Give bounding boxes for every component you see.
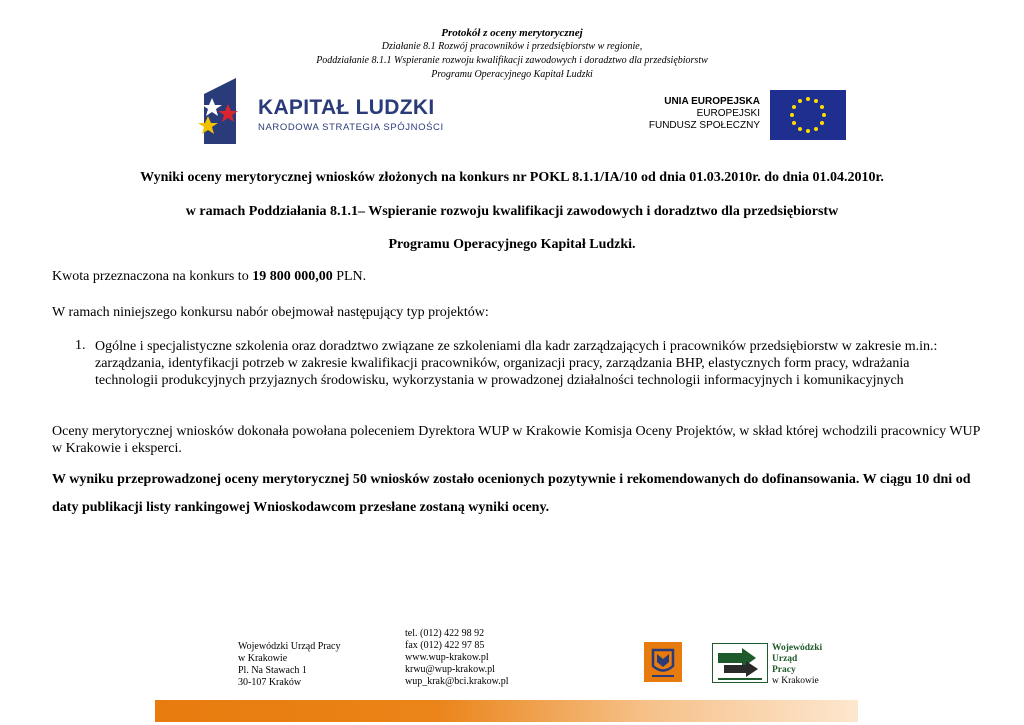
- footer-email-link-1[interactable]: krwu@wup-krakow.pl: [405, 664, 495, 675]
- footer-color-bar: [155, 700, 858, 722]
- eu-fund-label-2: FUNDUSZ SPOŁECZNY: [648, 120, 760, 131]
- header-programme-line: Programu Operacyjnego Kapitał Ludzki: [431, 69, 593, 80]
- footer-website-link[interactable]: www.wup-krakow.pl: [405, 652, 489, 663]
- amount-value: 19 800 000,00: [252, 269, 333, 284]
- document-header: [0, 26, 1024, 82]
- programme-title: Programu Operacyjnego Kapitał Ludzki.: [388, 237, 636, 252]
- eu-fund-label-1: EUROPEJSKI: [696, 108, 760, 119]
- commission-paragraph: Oceny merytorycznej wniosków dokonała powołana poleceniem Dyrektora WUP w Krakowie Komisja Oceny Projektów, w skład której wchodzili pracownicy WUP w Krakowie i eksperci.: [52, 424, 980, 456]
- footer-address: [238, 641, 341, 689]
- evaluation-result-paragraph: W wyniku przeprowadzonej oceny merytorycznej 50 wniosków zostało ocenionych pozytywnie i rekomendowanych do dofinansowania. W ciągu 10 dni od daty publikacji listy rankingowej Wnioskodawcom przesłane zostaną wyniki oceny.: [52, 472, 971, 515]
- header-subaction-line: Poddziałanie 8.1.1 Wspieranie rozwoju kwalifikacji zawodowych i doradztwo dla przedsiębiorstw: [316, 55, 708, 66]
- footer-contact: [405, 628, 509, 688]
- eu-logo-text: [630, 96, 760, 132]
- amount-suffix: PLN.: [332, 269, 367, 284]
- list-item: Ogólne i specjalistyczne szkolenia oraz doradztwo związane ze szkoleniami dla kadr zarządzających i pracowników przedsiębiorstw w zakresie m.in.: zarządzania, identyfikacji potrzeb w zakresie kwalifikacji pracowników, organizacji pracy, zarządzania BHP, elastycznych form pracy, wdrażania technologii produkcyjnych przyjaznych środowisku, wykorzystania w prowadzonej działalności technologii informacyjnych i komunikacyjnych: [95, 339, 938, 388]
- eu-flag-icon: [770, 90, 846, 140]
- kapital-ludzki-name: KAPITAŁ LUDZKI: [258, 96, 435, 119]
- list-item-number: 1.: [75, 338, 86, 353]
- footer-phone: tel. (012) 422 98 92: [405, 628, 485, 639]
- subaction-title: w ramach Poddziałania 8.1.1– Wspieranie rozwoju kwalifikacji zawodowych i doradztwo dla przedsiębiorstw: [185, 204, 839, 219]
- wup-name-line-1: Wojewódzki: [772, 643, 823, 653]
- footer-fax: fax (012) 422 97 85: [405, 640, 485, 651]
- footer-office-name: Wojewódzki Urząd Pracy: [238, 641, 341, 652]
- amount-paragraph: [52, 268, 982, 285]
- footer-street: Pl. Na Stawach 1: [238, 665, 307, 676]
- results-title: Wyniki oceny merytorycznej wniosków złożonych na konkurs nr POKL 8.1.1/IA/10 od dnia 01.03.2010r. do dnia 01.04.2010r.: [140, 170, 884, 185]
- wup-name-line-2: Urząd: [772, 654, 798, 664]
- eu-union-label: UNIA EUROPEJSKA: [664, 96, 760, 107]
- wup-logo: [712, 643, 768, 688]
- wup-name-line-4: w Krakowie: [772, 676, 819, 686]
- kapital-ludzki-emblem-icon: [198, 78, 242, 144]
- footer-office-city: w Krakowie: [238, 653, 288, 664]
- kapital-ludzki-logo: [198, 78, 448, 144]
- malopolska-crest-icon: [644, 642, 682, 682]
- footer-email-link-2[interactable]: wup_krak@bci.krakow.pl: [405, 676, 509, 687]
- malopolska-logo: [644, 642, 682, 687]
- wup-name: [772, 643, 822, 687]
- amount-prefix: Kwota przeznaczona na konkurs to: [52, 269, 253, 284]
- header-action-line: Działanie 8.1 Rozwój pracowników i przedsiębiorstw w regionie,: [381, 41, 643, 52]
- wup-arrows-icon: [712, 643, 768, 683]
- kapital-ludzki-subtitle: NARODOWA STRATEGIA SPÓJNOŚCI: [258, 122, 444, 133]
- project-types-intro: W ramach niniejszego konkursu nabór obejmował następujący typ projektów:: [52, 305, 489, 320]
- eu-logo: [630, 90, 850, 140]
- protocol-title: Protokół z oceny merytorycznej: [441, 27, 583, 39]
- wup-name-line-3: Pracy: [772, 665, 796, 675]
- footer-postal: 30-107 Kraków: [238, 677, 302, 688]
